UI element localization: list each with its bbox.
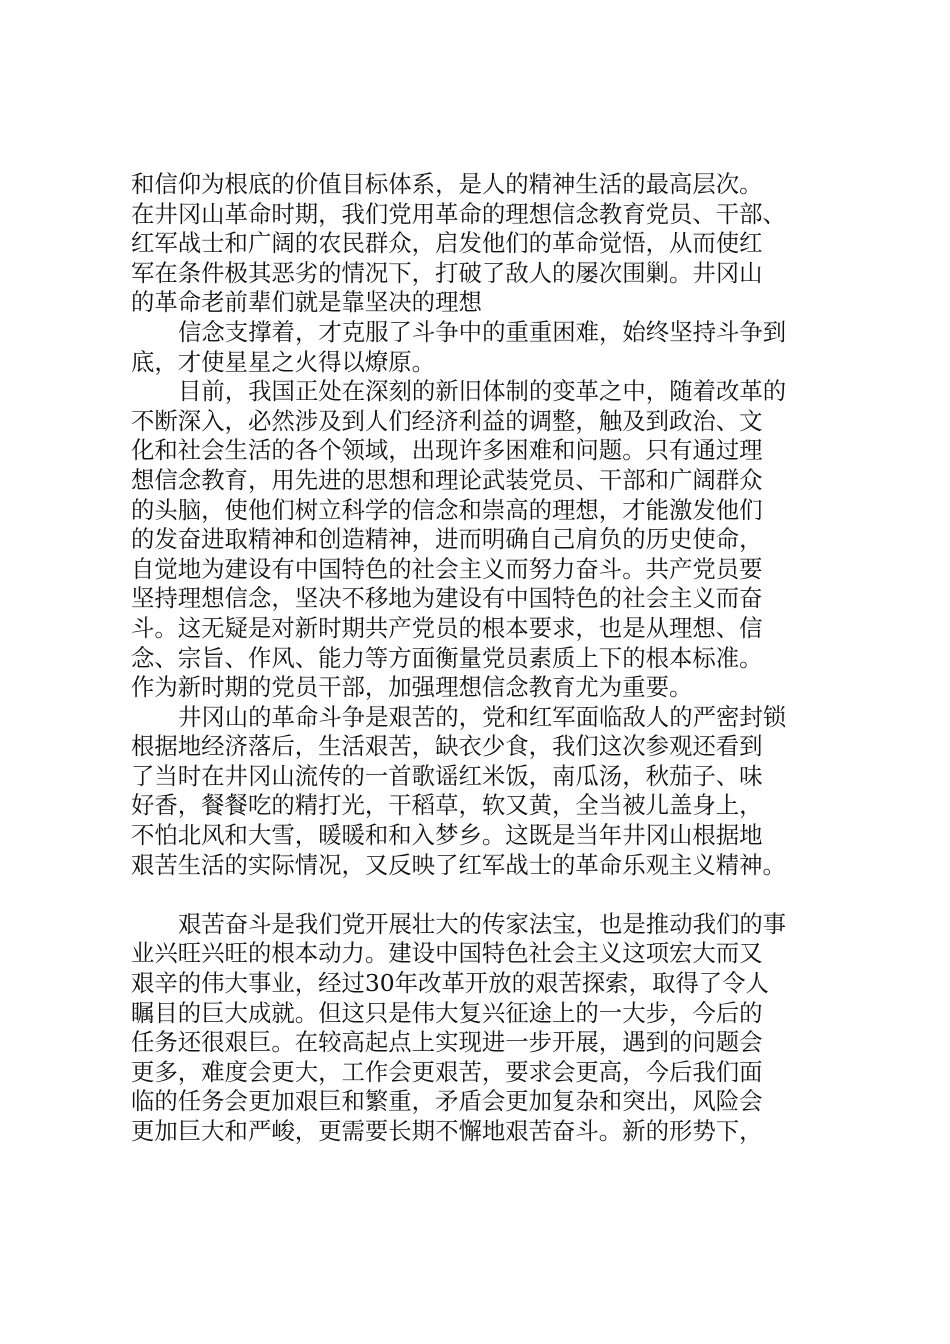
text-line: 在井冈山革命时期，我们党用革命的理想信念教育党员、干部、 <box>131 199 786 228</box>
text-line: 不怕北风和大雪，暖暖和和入梦乡。这既是当年井冈山根据地 <box>131 821 763 850</box>
text-line: 艰辛的伟大事业，经过30年改革开放的艰苦探索，取得了令人 <box>131 969 769 998</box>
text-line: 化和社会生活的各个领域，出现许多困难和问题。只有通过理 <box>131 436 763 465</box>
paragraph-start: 艰苦奋斗是我们党开展壮大的传家法宝，也是推动我们的事 <box>178 909 787 938</box>
text-line: 任务还很艰巨。在较高起点上实现进一步开展，遇到的问题会 <box>131 1028 763 1057</box>
text-line: 坚持理想信念，坚决不移地为建设有中国特色的社会主义而奋 <box>131 584 763 613</box>
text-line: 不断深入，必然涉及到人们经济利益的调整，触及到政治、文 <box>131 406 763 435</box>
paragraph-gap <box>131 880 851 910</box>
text-line: 根据地经济落后，生活艰苦，缺衣少食，我们这次参观还看到 <box>131 732 763 761</box>
text-line: 斗。这无疑是对新时期共产党员的根本要求，也是从理想、信 <box>131 613 763 642</box>
text-line: 好香，餐餐吃的精打光，干稻草，软又黄，全当被儿盖身上， <box>131 791 763 820</box>
text-line: 瞩目的巨大成就。但这只是伟大复兴征途上的一大步，今后的 <box>131 998 763 1027</box>
text-line: 更加巨大和严峻，更需要长期不懈地艰苦奋斗。新的形势下， <box>131 1117 763 1145</box>
paragraph-start: 井冈山的革命斗争是艰苦的，党和红军面临敌人的严密封锁 <box>178 702 787 731</box>
text-line: 作为新时期的党员干部，加强理想信念教育尤为重要。 <box>131 673 693 702</box>
text-line: 想信念教育，用先进的思想和理论武装党员、干部和广阔群众 <box>131 465 763 494</box>
text-line: 军在条件极其恶劣的情况下，打破了敌人的屡次围剿。井冈山 <box>131 258 763 287</box>
paragraph-start: 目前，我国正处在深刻的新旧体制的变革之中，随着改革的 <box>178 377 787 406</box>
text-line: 艰苦生活的实际情况，又反映了红军战士的革命乐观主义精神。 <box>131 850 786 879</box>
text-line: 自觉地为建设有中国特色的社会主义而努力奋斗。共产党员要 <box>131 554 763 583</box>
paragraph-start: 信念支撑着，才克服了斗争中的重重困难，始终坚持斗争到 <box>178 317 787 346</box>
text-line: 和信仰为根底的价值目标体系，是人的精神生活的最高层次。 <box>131 170 763 198</box>
text-line: 业兴旺兴旺的根本动力。建设中国特色社会主义这项宏大而又 <box>131 939 763 968</box>
text-line: 更多，难度会更大，工作会更艰苦，要求会更高，今后我们面 <box>131 1057 763 1086</box>
text-line: 了当时在井冈山流传的一首歌谣红米饭，南瓜汤，秋茄子、味 <box>131 761 763 790</box>
text-line: 的革命老前辈们就是靠坚决的理想 <box>131 288 482 317</box>
text-line: 的头脑，使他们树立科学的信念和崇高的理想，才能激发他们 <box>131 495 763 524</box>
text-line: 的发奋进取精神和创造精神，进而明确自己肩负的历史使命， <box>131 525 763 554</box>
text-line: 底，才使星星之火得以燎原。 <box>131 347 436 376</box>
text-line: 临的任务会更加艰巨和繁重，矛盾会更加复杂和突出，风险会 <box>131 1087 763 1116</box>
body-text <box>131 170 851 1147</box>
text-line: 念、宗旨、作风、能力等方面衡量党员素质上下的根本标准。 <box>131 643 763 672</box>
text-line: 红军战士和广阔的农民群众，启发他们的革命觉悟，从而使红 <box>131 229 763 258</box>
